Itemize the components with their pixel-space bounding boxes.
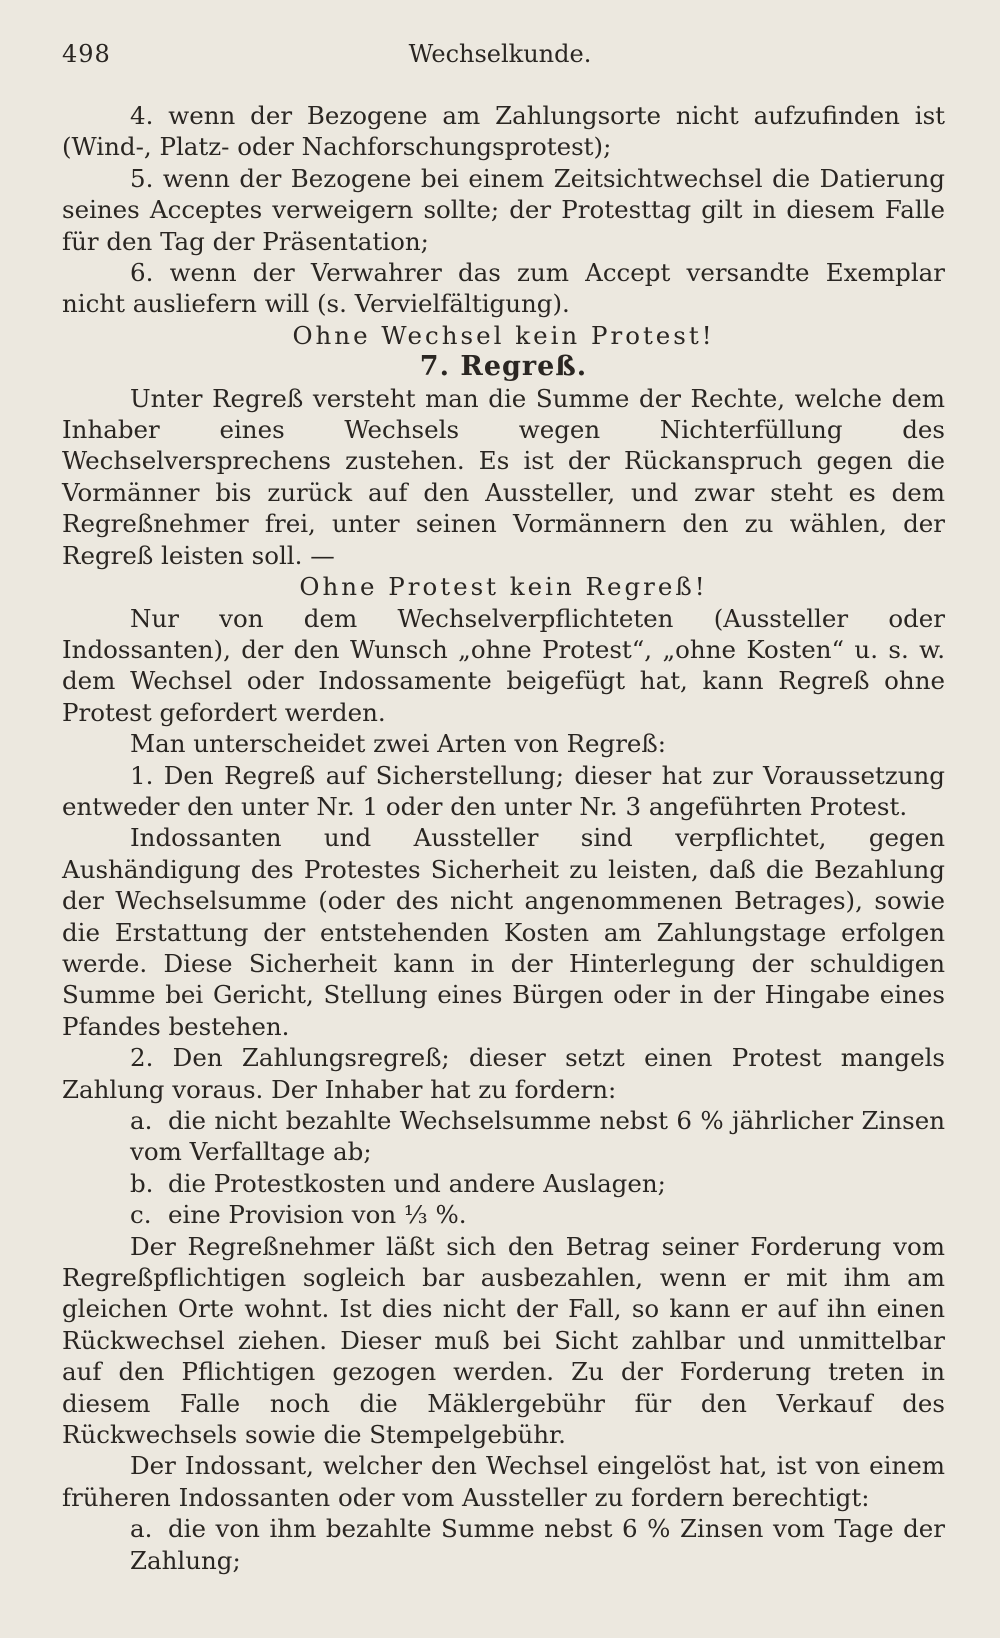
claim-item-c xyxy=(62,1199,945,1230)
paragraph-definition: Unter Regreß versteht man die Summe der Rechte, welche dem Inhaber eines Wechsels wegen Nichterfüllung des Wechselversprechens zustehen. Es ist der Rückanspruch gegen die Vormänner bis zurück auf den Aussteller, und zwar steht es dem Regreßnehmer frei, unter seinen Vormännern den zu wählen, der Regreß leisten soll. — xyxy=(62,383,945,570)
paragraph-endorser-claim: Der Indossant, welcher den Wechsel eingelöst hat, ist von einem früheren Indossanten oder vom Aussteller zu fordern berechtigt: xyxy=(62,1451,945,1512)
paragraph-payment-recourse: 2. Den Zahlungsregreß; dieser setzt einen Protest mangels Zahlung voraus. Der Inhaber hat zu fordern: xyxy=(62,1043,945,1104)
paragraph-security-obligation: Indossanten und Aussteller sind verpflichtet, gegen Aushändigung des Protestes Sicherheit zu leisten, daß die Bezahlung der Wechselsumme (oder des nicht angenommenen Betrages), sowie die Erstattung der entstehenden Kosten am Zahlungstage erfolgen werde. Diese Sicherheit kann in der Hinterlegung der schuldigen Summe bei Gericht, Stellung eines Bürgen oder in der Hingabe eines Pfandes bestehen. xyxy=(62,823,945,1041)
page-header xyxy=(62,40,938,80)
running-head: Wechselkunde. xyxy=(408,40,592,68)
claim-marker-a: a. xyxy=(130,1106,153,1135)
claim-item-b xyxy=(62,1168,945,1199)
claim-text-b: die Protestkosten und andere Auslagen; xyxy=(168,1168,666,1198)
claim-marker-c: c. xyxy=(130,1200,152,1230)
endorser-item-a xyxy=(62,1513,945,1576)
list-item-5: 5. wenn der Bezogene bei einem Zeitsichtwechsel die Datierung seines Acceptes verweigern sollte; der Protesttag gilt in diesem Falle für den Tag der Präsentation; xyxy=(62,163,945,256)
motto-no-bill-no-protest: Ohne Wechsel kein Protest! xyxy=(292,320,715,350)
claim-text-c: eine Provision von ⅓ %. xyxy=(168,1200,467,1230)
motto-no-protest-no-recourse: Ohne Protest kein Regreß! xyxy=(299,572,708,602)
list-item-4: 4. wenn der Bezogene am Zahlungsorte nicht aufzufinden ist (Wind-, Platz- oder Nachforschungsprotest); xyxy=(62,101,945,162)
section-heading: 7. Regreß. xyxy=(419,351,588,383)
paragraph-two-types: Man unterscheidet zwei Arten von Regreß: xyxy=(130,729,667,759)
claim-text-a: die nicht bezahlte Wechselsumme nebst 6 % jährlicher Zinsen vom Verfalltage ab; xyxy=(130,1106,945,1167)
paragraph-return-bill: Der Regreßnehmer läßt sich den Betrag seiner Forderung vom Regreßpflichtigen sogleich bar ausbezahlen, wenn er mit ihm am gleichen Orte wohnt. Ist dies nicht der Fall, so kann er auf ihn einen Rückwechsel ziehen. Dieser muß bei Sicht zahlbar und unmittelbar auf den Pflichtigen gezogen werden. Zu der Forderung treten in diesem Falle noch die Mäklergebühr für den Verkauf des Rückwechsels sowie die Stempelgebühr. xyxy=(62,1231,945,1450)
page-body xyxy=(62,100,945,1576)
endorser-marker-a: a. xyxy=(130,1514,153,1544)
page-number: 498 xyxy=(62,40,111,68)
paragraph-security-recourse: 1. Den Regreß auf Sicherstellung; dieser hat zur Voraussetzung entweder den unter Nr. 1 oder den unter Nr. 3 angeführten Protest. xyxy=(62,760,945,821)
list-item-6: 6. wenn der Verwahrer das zum Accept versandte Exemplar nicht ausliefern will (s. Vervielfältigung). xyxy=(62,258,945,319)
claim-item-a xyxy=(62,1105,945,1168)
paragraph-without-protest: Nur von dem Wechselverpflichteten (Aussteller oder Indossanten), der den Wunsch „ohne Protest“, „ohne Kosten“ u. s. w. dem Wechsel oder Indossamente beigefügt hat, kann Regreß ohne Protest gefordert werden. xyxy=(62,603,945,727)
endorser-text-a: die von ihm bezahlte Summe nebst 6 % Zinsen vom Tage der Zahlung; xyxy=(130,1514,945,1575)
claim-marker-b: b. xyxy=(130,1168,154,1198)
